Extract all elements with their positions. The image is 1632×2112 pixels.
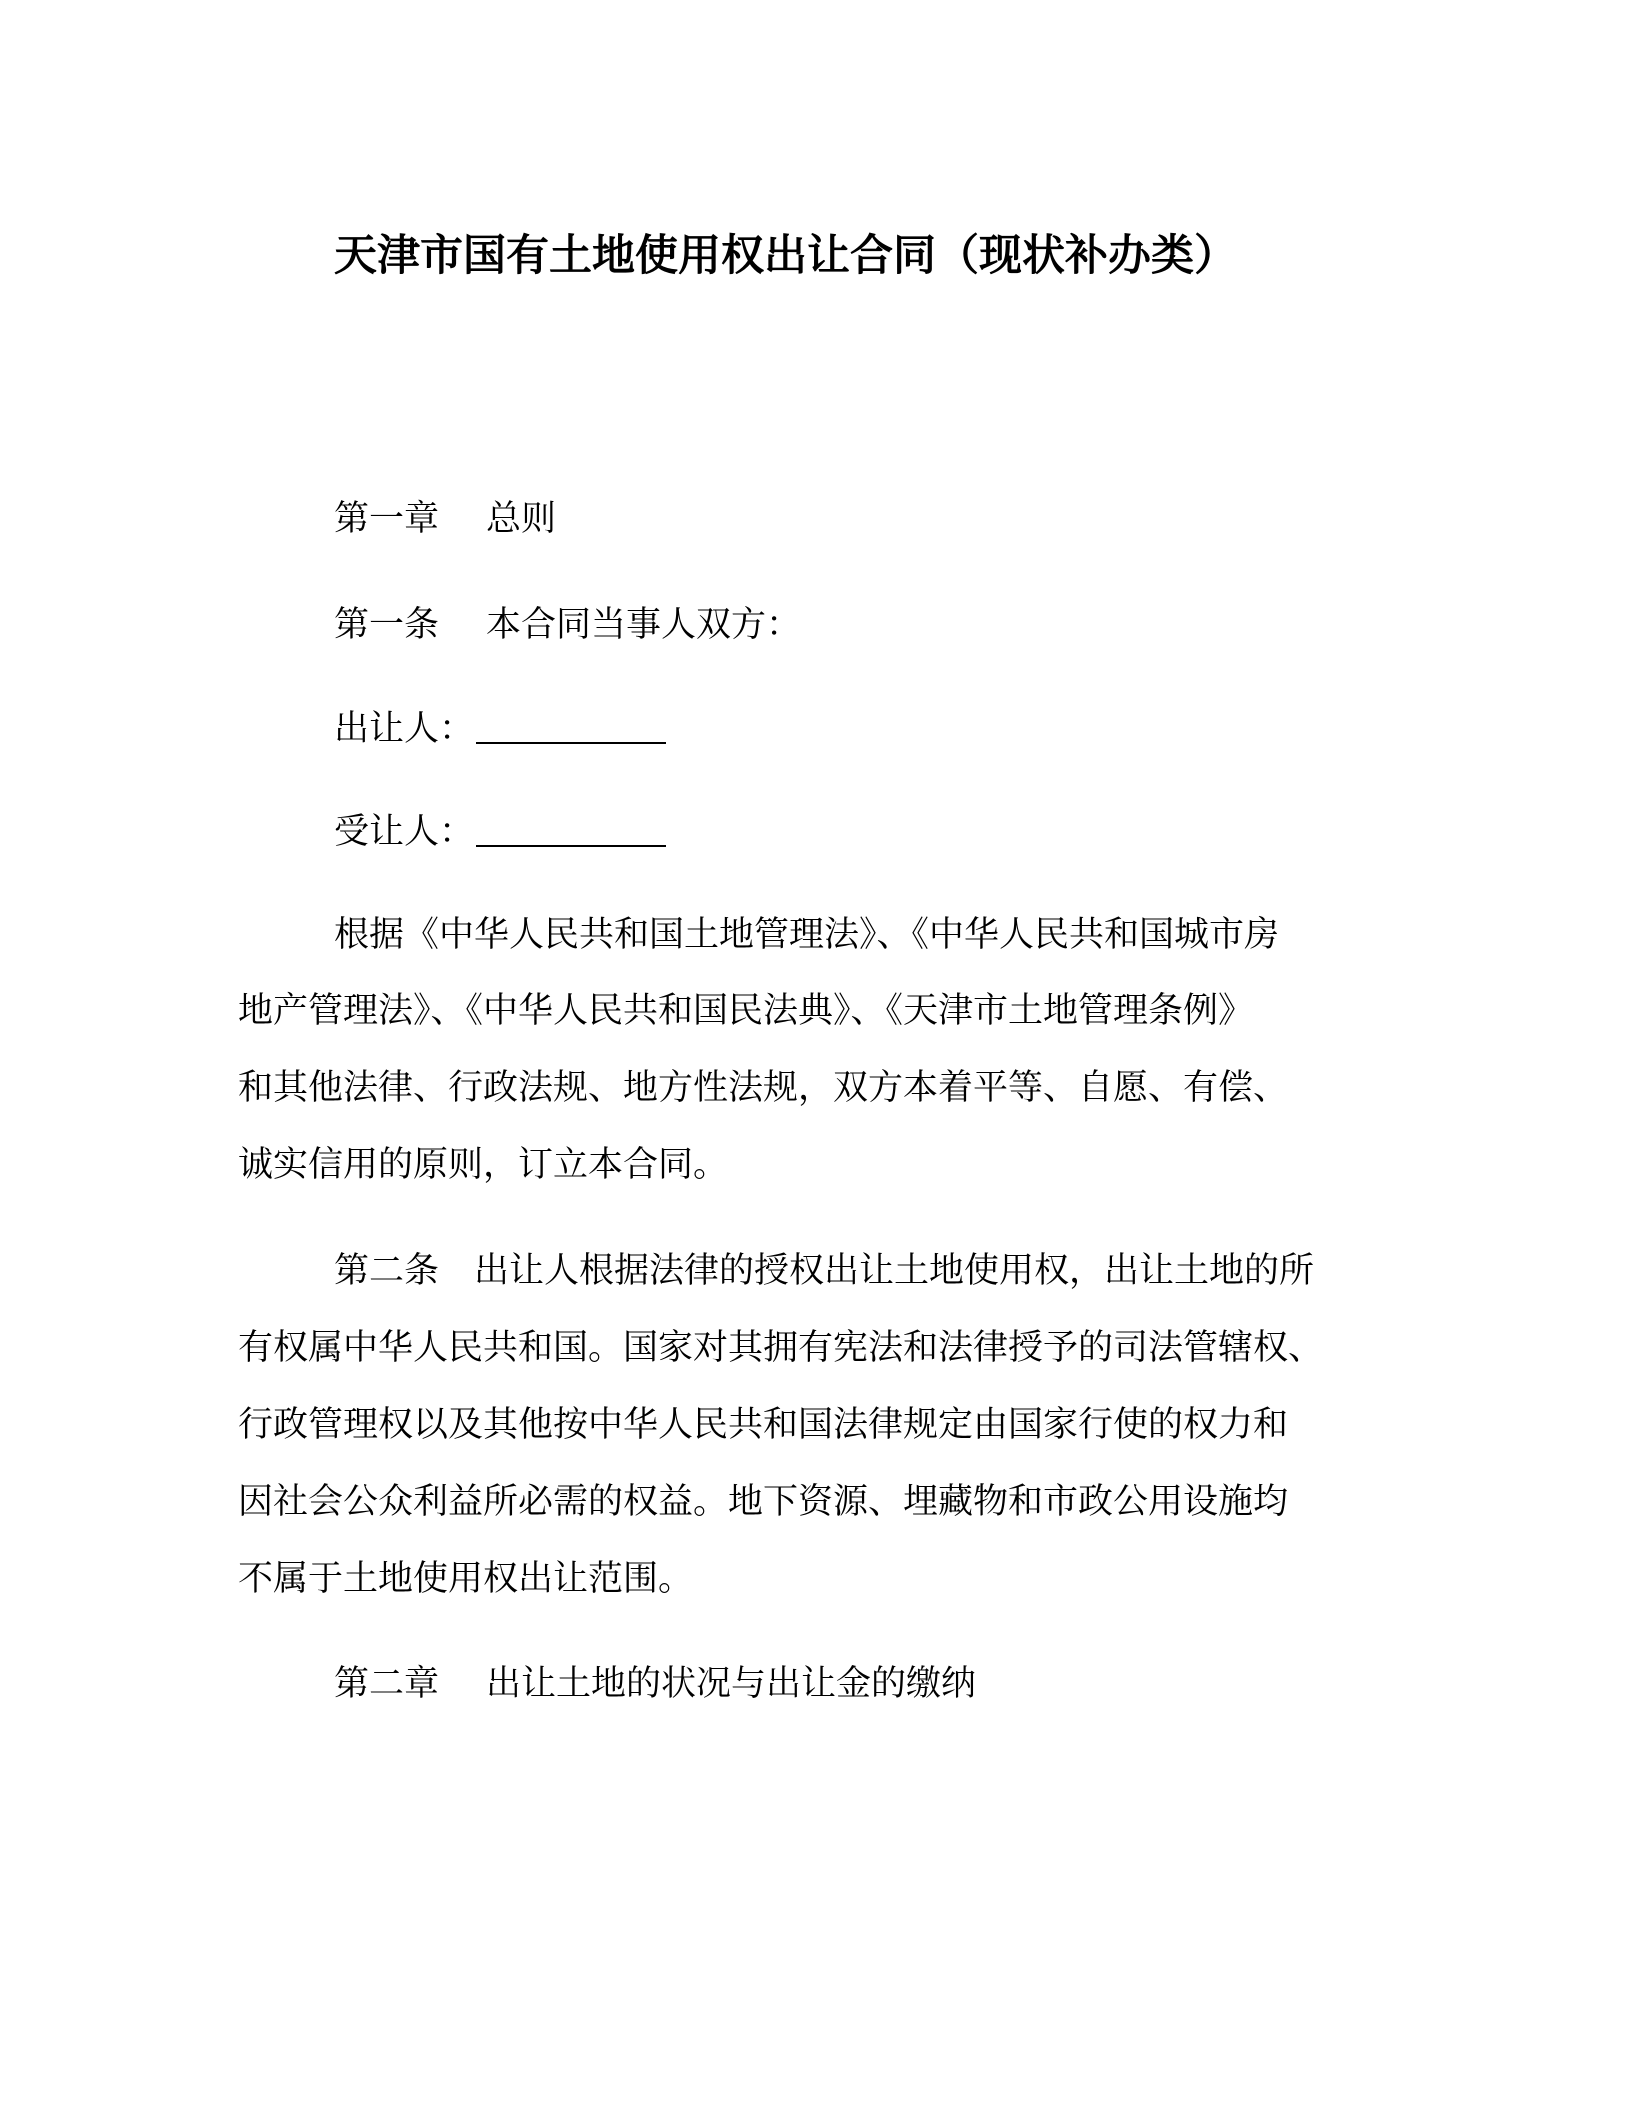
article-1 (334, 605, 802, 645)
article-2-line: 第二条 出让人根据法律的授权出让土地使用权，出让土地的所 (334, 1251, 1315, 1291)
chapter-2-number: 第二章 (334, 1664, 440, 1704)
article-2-line: 行政管理权以及其他按中华人民共和国法律规定由国家行使的权力和 (238, 1405, 1289, 1445)
grantor-blank-field (476, 712, 666, 744)
chapter-2-heading (334, 1664, 977, 1704)
document-title: 天津市国有土地使用权出让合同（现状补办类） (334, 231, 1237, 281)
article-2-line: 因社会公众利益所必需的权益。地下资源、埋藏物和市政公用设施均 (238, 1482, 1289, 1522)
chapter-1-title: 总则 (486, 499, 557, 539)
article-2-line: 有权属中华人民共和国。国家对其拥有宪法和法律授予的司法管辖权、 (238, 1328, 1324, 1368)
chapter-1-heading (334, 499, 557, 539)
grantee-blank-field (476, 815, 666, 847)
basis-paragraph-line: 地产管理法》、《中华人民共和国民法典》、《天津市土地管理条例》 (238, 991, 1254, 1031)
grantee-label: 受让人： (334, 812, 475, 852)
article-1-number: 第一条 (334, 605, 440, 645)
basis-paragraph-line: 诚实信用的原则，订立本合同。 (238, 1145, 729, 1185)
grantee-line (334, 812, 666, 852)
basis-paragraph-line: 根据《中华人民共和国土地管理法》、《中华人民共和国城市房 (334, 915, 1280, 955)
basis-paragraph-line: 和其他法律、行政法规、地方性法规，双方本着平等、自愿、有偿、 (238, 1068, 1289, 1108)
grantor-label: 出让人： (334, 709, 475, 749)
article-1-text: 本合同当事人双方： (486, 605, 802, 645)
chapter-1-number: 第一章 (334, 499, 440, 539)
chapter-2-title: 出让土地的状况与出让金的缴纳 (486, 1664, 977, 1704)
grantor-line (334, 709, 666, 749)
article-2-line: 不属于土地使用权出让范围。 (238, 1559, 694, 1599)
